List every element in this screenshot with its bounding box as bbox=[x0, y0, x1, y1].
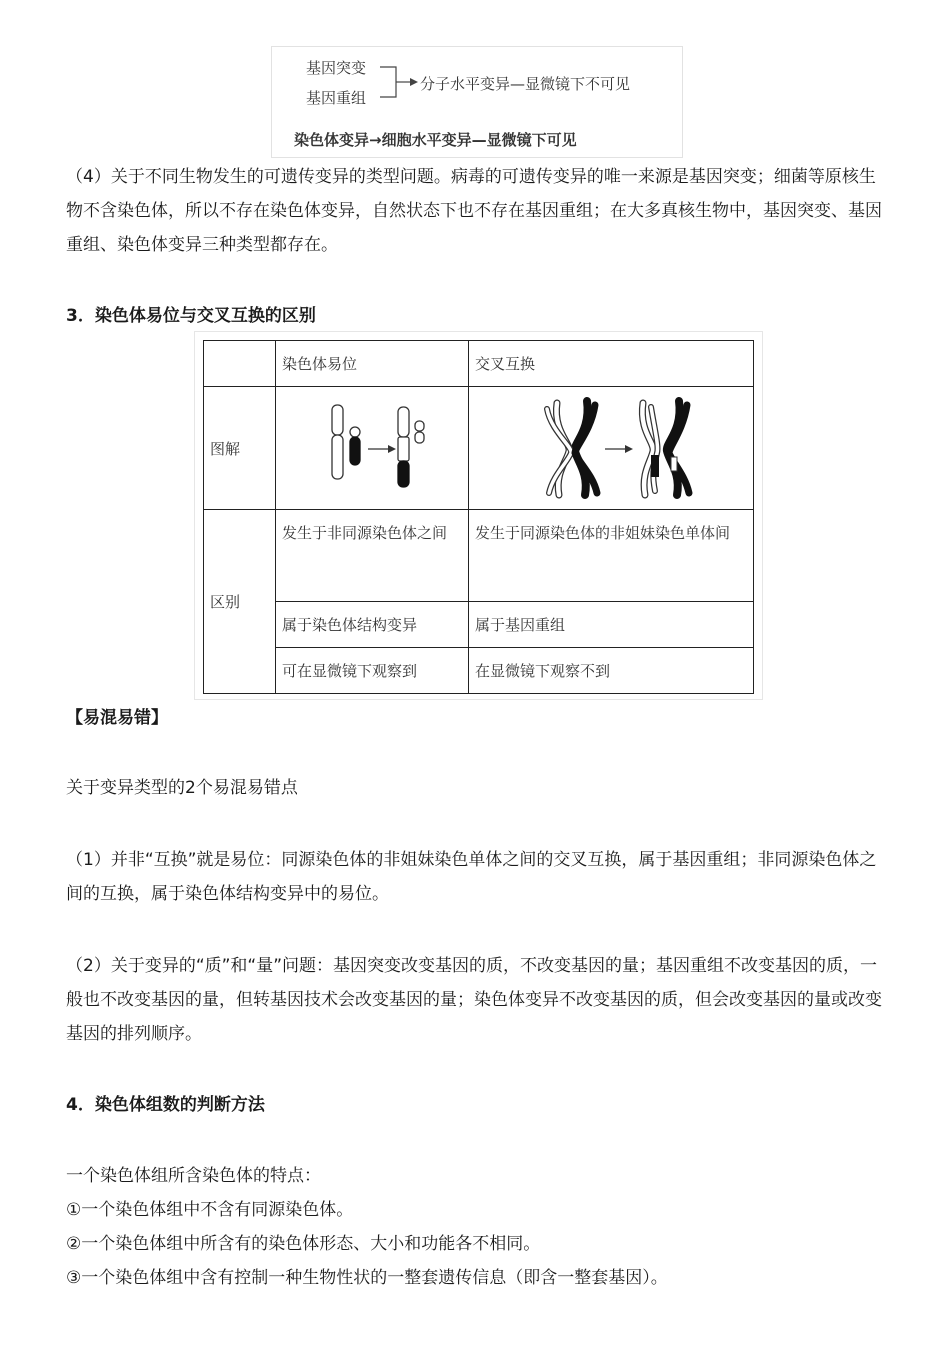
section-3-title: 3．染色体易位与交叉互换的区别 bbox=[66, 306, 316, 326]
diff-translocation-3: 可在显微镜下观察到 bbox=[276, 648, 469, 694]
header-crossing-over: 交叉互换 bbox=[469, 341, 754, 387]
section-4-point-1: ①一个染色体组中不含有同源染色体。 bbox=[66, 1200, 354, 1220]
diff-crossing-3: 在显微镜下观察不到 bbox=[469, 648, 754, 694]
header-translocation: 染色体易位 bbox=[276, 341, 469, 387]
confusion-point-2: （2）关于变异的“质”和“量”问题：基因突变改变基因的质，不改变基因的量；基因重组不改变基因的质，一般也不改变基因的量，但转基因技术会改变基因的量；染色体变异不改变基因的质，但会改变基因的量或改变基因的排列顺序。 bbox=[66, 956, 882, 1044]
crossing-over-diagram-cell bbox=[469, 387, 754, 510]
cell-level-label: 染色体变异→细胞水平变异—显微镜下可见 bbox=[294, 131, 577, 149]
section-4-title: 4．染色体组数的判断方法 bbox=[66, 1095, 265, 1115]
diff-translocation-2: 属于染色体结构变异 bbox=[276, 602, 469, 648]
comparison-table bbox=[203, 340, 754, 694]
row-label-difference: 区别 bbox=[204, 510, 276, 694]
diff-crossing-2: 属于基因重组 bbox=[469, 602, 754, 648]
molecular-level-label: 分子水平变异—显微镜下不可见 bbox=[420, 75, 631, 93]
diff-translocation-1 bbox=[276, 510, 469, 602]
section-4-point-2: ②一个染色体组中所含有的染色体形态、大小和功能各不相同。 bbox=[66, 1234, 541, 1254]
confusion-point-1: （1）并非“互换”就是易位：同源染色体的非姐妹染色单体之间的交叉互换，属于基因重组；非同源染色体之间的互换，属于染色体结构变异中的易位。 bbox=[66, 850, 877, 904]
table-corner-cell bbox=[204, 341, 276, 387]
variation-level-diagram bbox=[271, 46, 683, 158]
paragraph-4: （4）关于不同生物发生的可遗传变异的类型问题。病毒的可遗传变异的唯一来源是基因突变；细菌等原核生物不含染色体，所以不存在染色体变异，自然状态下也不存在基因重组；在大多真核生物中，基因突变、基因重组、染色体变异三种类型都存在。 bbox=[66, 167, 882, 255]
translocation-diagram bbox=[282, 391, 462, 501]
diff-crossing-1-text: 发生于同源染色体的非姐妹染色单体间 bbox=[475, 524, 731, 542]
section-4-intro: 一个染色体组所含染色体的特点： bbox=[66, 1166, 321, 1186]
confusion-title: 【易混易错】 bbox=[66, 708, 168, 728]
translocation-diagram-cell bbox=[276, 387, 469, 510]
section-4-point-3: ③一个染色体组中含有控制一种生物性状的一整套遗传信息（即含一整套基因）。 bbox=[66, 1268, 668, 1288]
gene-recombination-label: 基因重组 bbox=[306, 89, 367, 107]
confusion-intro: 关于变异类型的2个易混易错点 bbox=[66, 778, 298, 798]
diff-crossing-1 bbox=[469, 510, 754, 602]
gene-mutation-label: 基因突变 bbox=[306, 59, 367, 77]
diff-translocation-1-text: 发生于非同源染色体之间 bbox=[282, 524, 448, 542]
row-label-diagram: 图解 bbox=[204, 387, 276, 510]
crossing-over-diagram bbox=[475, 391, 745, 501]
